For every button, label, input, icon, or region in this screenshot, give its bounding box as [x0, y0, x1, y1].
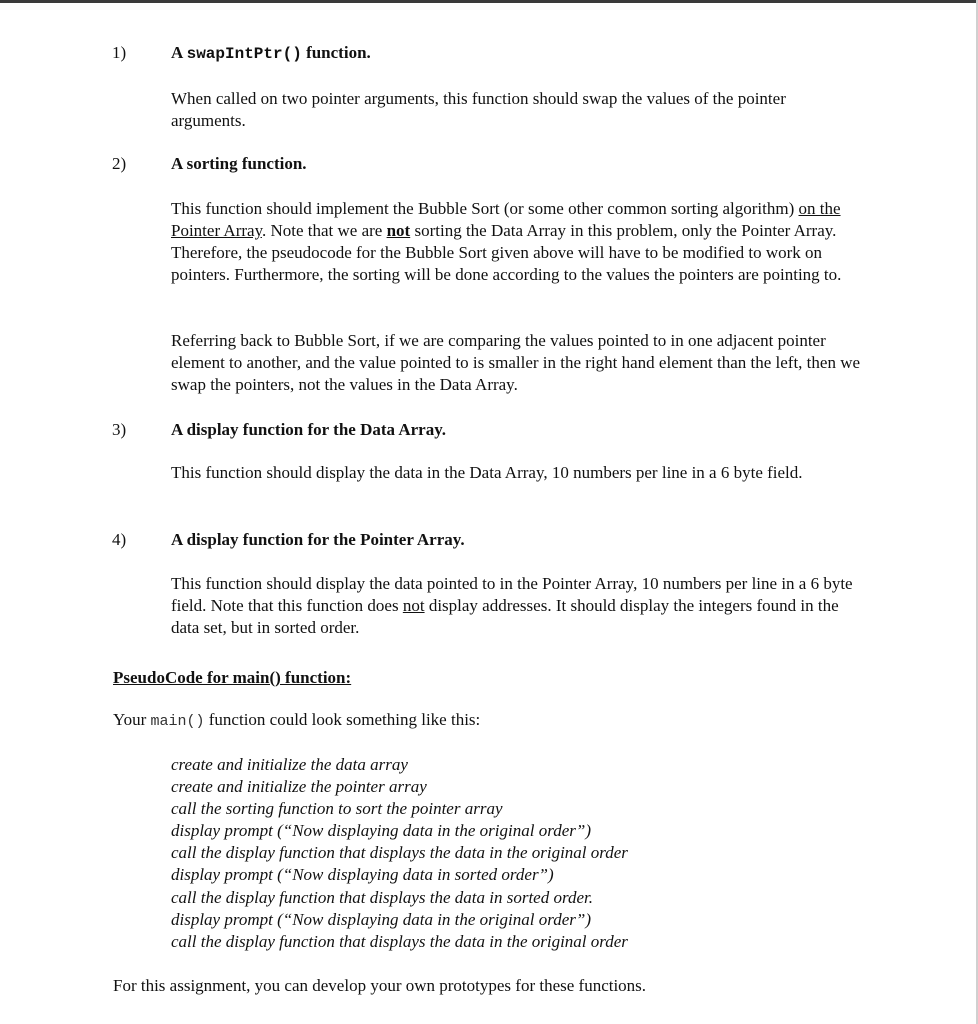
- item-1-body: When called on two pointer arguments, this function should swap the values of the pointer arguments.: [171, 89, 786, 130]
- item-1-number: 1): [112, 43, 127, 62]
- item-4-body-not: not: [402, 596, 425, 615]
- item-2-p1-not: not: [386, 221, 411, 240]
- pseudocode-line: display prompt (“Now displaying data in the original order”): [171, 821, 591, 841]
- pseudocode-line: display prompt (“Now displaying data in the original order”): [171, 909, 591, 929]
- closing-text: For this assignment, you can develop your own prototypes for these functions.: [113, 976, 647, 995]
- item-4-title: A display function for the Pointer Array.: [171, 530, 465, 549]
- pseudocode-heading: PseudoCode for main() function:: [113, 668, 352, 687]
- pseudocode-line: call the display function that displays the data in the original order: [171, 931, 628, 951]
- pseudocode-line: call the display function that displays the data in the original order: [171, 843, 628, 863]
- pseudocode-intro: [113, 709, 480, 733]
- page-top-border: [0, 0, 978, 3]
- pseudocode-intro-a: Your: [113, 710, 151, 729]
- pseudocode-block: [171, 754, 871, 953]
- item-1-title-prefix: A: [171, 43, 187, 62]
- pseudocode-line: display prompt (“Now displaying data in sorted order”): [171, 865, 554, 885]
- item-4-body-text-b: display addresses. It should display the integers found in the data set, but in sorted order.: [171, 596, 839, 637]
- item-1-title-suffix: function.: [301, 43, 371, 62]
- item-3-number: 3): [112, 420, 127, 439]
- pseudocode-intro-code: main(): [150, 713, 205, 730]
- item-3-body: This function should display the data in the Data Array, 10 numbers per line in a 6 byte field.: [171, 463, 803, 482]
- item-2-p1-text-c: sorting the Data Array in this problem, only the Pointer Array. Therefore, the pseudocode for the Bubble Sort given above will have to be modified to work on pointers. Furthermore, the sorting will be done according to the values the pointers are pointing to.: [171, 221, 842, 284]
- pseudocode-line: call the sorting function to sort the pointer array: [171, 799, 503, 819]
- item-2-p1-text-b: . Note that we are: [261, 221, 387, 240]
- item-2-paragraph-2: Referring back to Bubble Sort, if we are comparing the values pointed to in one adjacent pointer element to another, and the value pointed to is smaller in the right hand element than the left, then we swap the pointers, not the values in the Data Array.: [171, 331, 861, 394]
- item-1-title-code: swapIntPtr(): [186, 45, 302, 63]
- item-2-number: 2): [112, 154, 127, 173]
- pseudocode-line: create and initialize the pointer array: [171, 777, 427, 797]
- item-2-paragraph-1: [171, 198, 851, 286]
- item-4-body-text-a: This function should display the data pointed to in the Pointer Array, 10 numbers per line in a 6 byte field. Note that this function does: [171, 574, 853, 615]
- item-4-number: 4): [112, 530, 127, 549]
- item-4-body: [171, 573, 871, 639]
- item-2-p1-underline: on the Pointer Array: [171, 199, 841, 240]
- pseudocode-line: create and initialize the data array: [171, 755, 408, 774]
- item-2-title: A sorting function.: [171, 154, 307, 173]
- item-2-p1-text-a: This function should implement the Bubble Sort (or some other common sorting algorithm): [171, 199, 799, 218]
- item-1-title: [171, 42, 371, 65]
- item-3-title: A display function for the Data Array.: [171, 420, 447, 439]
- pseudocode-line: call the display function that displays the data in sorted order.: [171, 887, 593, 907]
- pseudocode-intro-b: function could look something like this:: [204, 710, 481, 729]
